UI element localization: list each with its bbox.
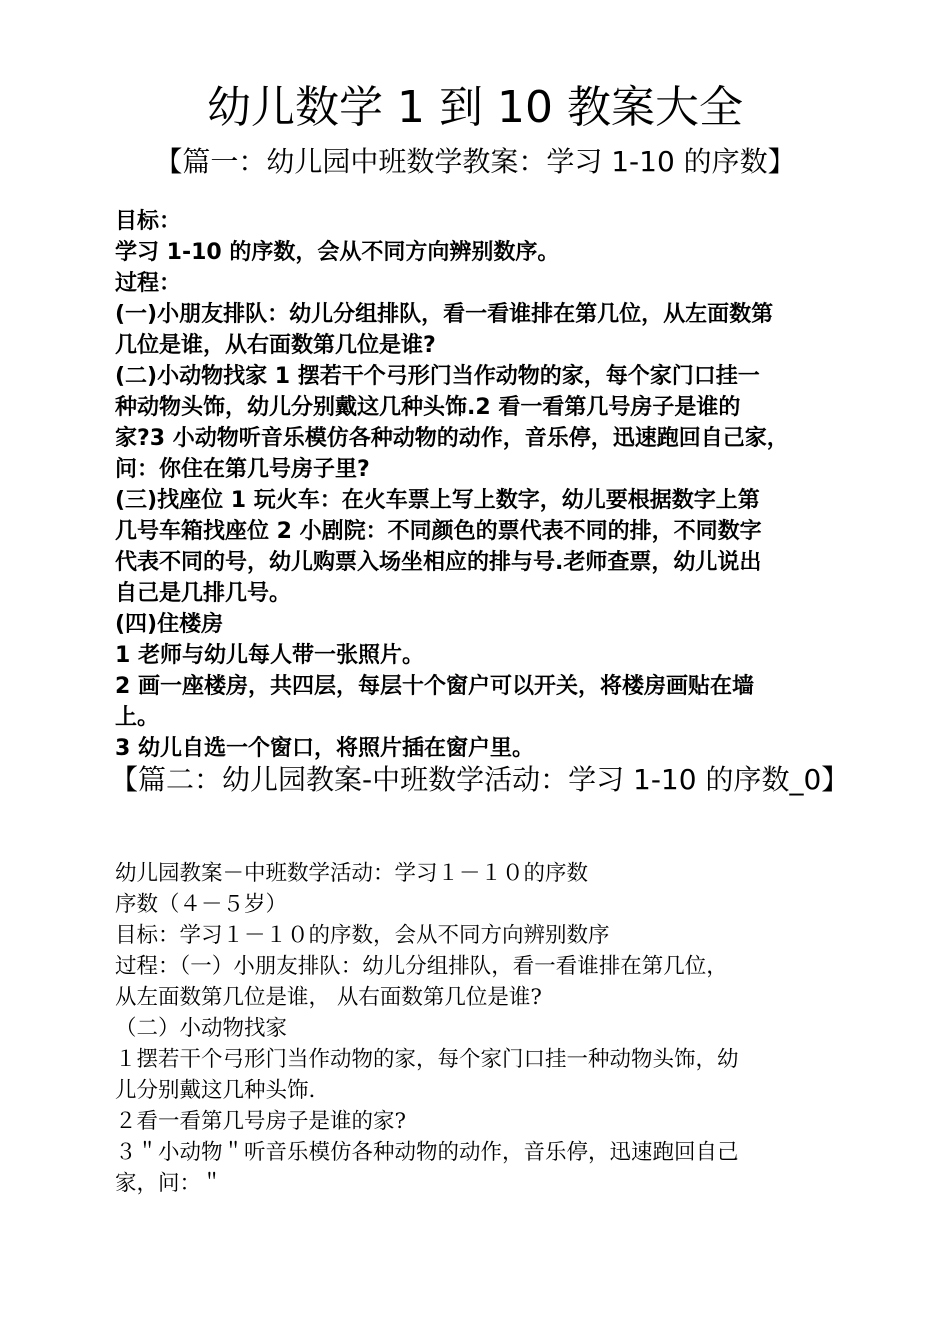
section-1-heading: 【篇一：幼儿园中班数学教案：学习 1-10 的序数】 bbox=[154, 145, 796, 178]
section-2-line: 过程：（一）小朋友排队：幼儿分组排队，看一看谁排在第几位， bbox=[115, 954, 728, 979]
section-1-line: (一)小朋友排队：幼儿分组排队，看一看谁排在第几位，从左面数第 bbox=[115, 302, 774, 327]
section-2-heading: 【篇二：幼儿园教案-中班数学活动：学习 1-10 的序数_0】 bbox=[110, 763, 850, 796]
section-1-line: 几位是谁，从右面数第几位是谁? bbox=[115, 333, 436, 358]
section-1-line: 几号车箱找座位 2 小剧院：不同颜色的票代表不同的排，不同数字 bbox=[115, 519, 762, 544]
section-1-line: 3 幼儿自选一个窗口，将照片插在窗户里。 bbox=[115, 736, 534, 761]
section-1-line: 目标： bbox=[115, 209, 182, 234]
section-1-body bbox=[115, 206, 835, 764]
section-1-line: 种动物头饰，幼儿分别戴这几种头饰.2 看一看第几号房子是谁的 bbox=[115, 395, 741, 420]
section-2-line: ２看一看第几号房子是谁的家? bbox=[115, 1109, 407, 1134]
section-1-line: 家?3 小动物听音乐模仿各种动物的动作，音乐停，迅速跑回自己家， bbox=[115, 426, 789, 451]
section-2-line: （二）小动物找家 bbox=[115, 1016, 288, 1041]
section-1-line: 自己是几排几号。 bbox=[115, 581, 292, 606]
section-2-line: 从左面数第几位是谁， 从右面数第几位是谁? bbox=[115, 985, 542, 1010]
section-2-line: 家，问：＂ bbox=[115, 1171, 223, 1196]
section-1-line: (二)小动物找家 1 摆若干个弓形门当作动物的家，每个家门口挂一 bbox=[115, 364, 760, 389]
section-2-line: 儿分别戴这几种头饰. bbox=[115, 1078, 316, 1103]
section-2-line: 序数（４－５岁） bbox=[115, 892, 288, 917]
section-2-line: 幼儿园教案－中班数学活动：学习１－１０的序数 bbox=[115, 861, 589, 886]
section-2-line: 目标：学习１－１０的序数，会从不同方向辨别数序 bbox=[115, 923, 610, 948]
section-2-line: ３＂小动物＂听音乐模仿各种动物的动作，音乐停，迅速跑回自己 bbox=[115, 1140, 739, 1165]
section-2-body bbox=[115, 858, 835, 1199]
section-1-line: (四)住楼房 bbox=[115, 612, 224, 637]
section-1-line: (三)找座位 1 玩火车：在火车票上写上数字，幼儿要根据数字上第 bbox=[115, 488, 760, 513]
section-1-line: 问：你住在第几号房子里? bbox=[115, 457, 370, 482]
section-1-line: 2 画一座楼房，共四层，每层十个窗户可以开关，将楼房画贴在墙 bbox=[115, 674, 754, 699]
section-1-line: 代表不同的号，幼儿购票入场坐相应的排与号.老师查票，幼儿说出 bbox=[115, 550, 762, 575]
document-title: 幼儿数学 1 到 10 教案大全 bbox=[207, 82, 743, 133]
section-1-line: 学习 1-10 的序数，会从不同方向辨别数序。 bbox=[115, 240, 560, 265]
section-2-line: １摆若干个弓形门当作动物的家，每个家门口挂一种动物头饰，幼 bbox=[115, 1047, 739, 1072]
section-1-line: 过程： bbox=[115, 271, 182, 296]
section-1-line: 1 老师与幼儿每人带一张照片。 bbox=[115, 643, 424, 668]
section-1-line: 上。 bbox=[115, 705, 160, 730]
